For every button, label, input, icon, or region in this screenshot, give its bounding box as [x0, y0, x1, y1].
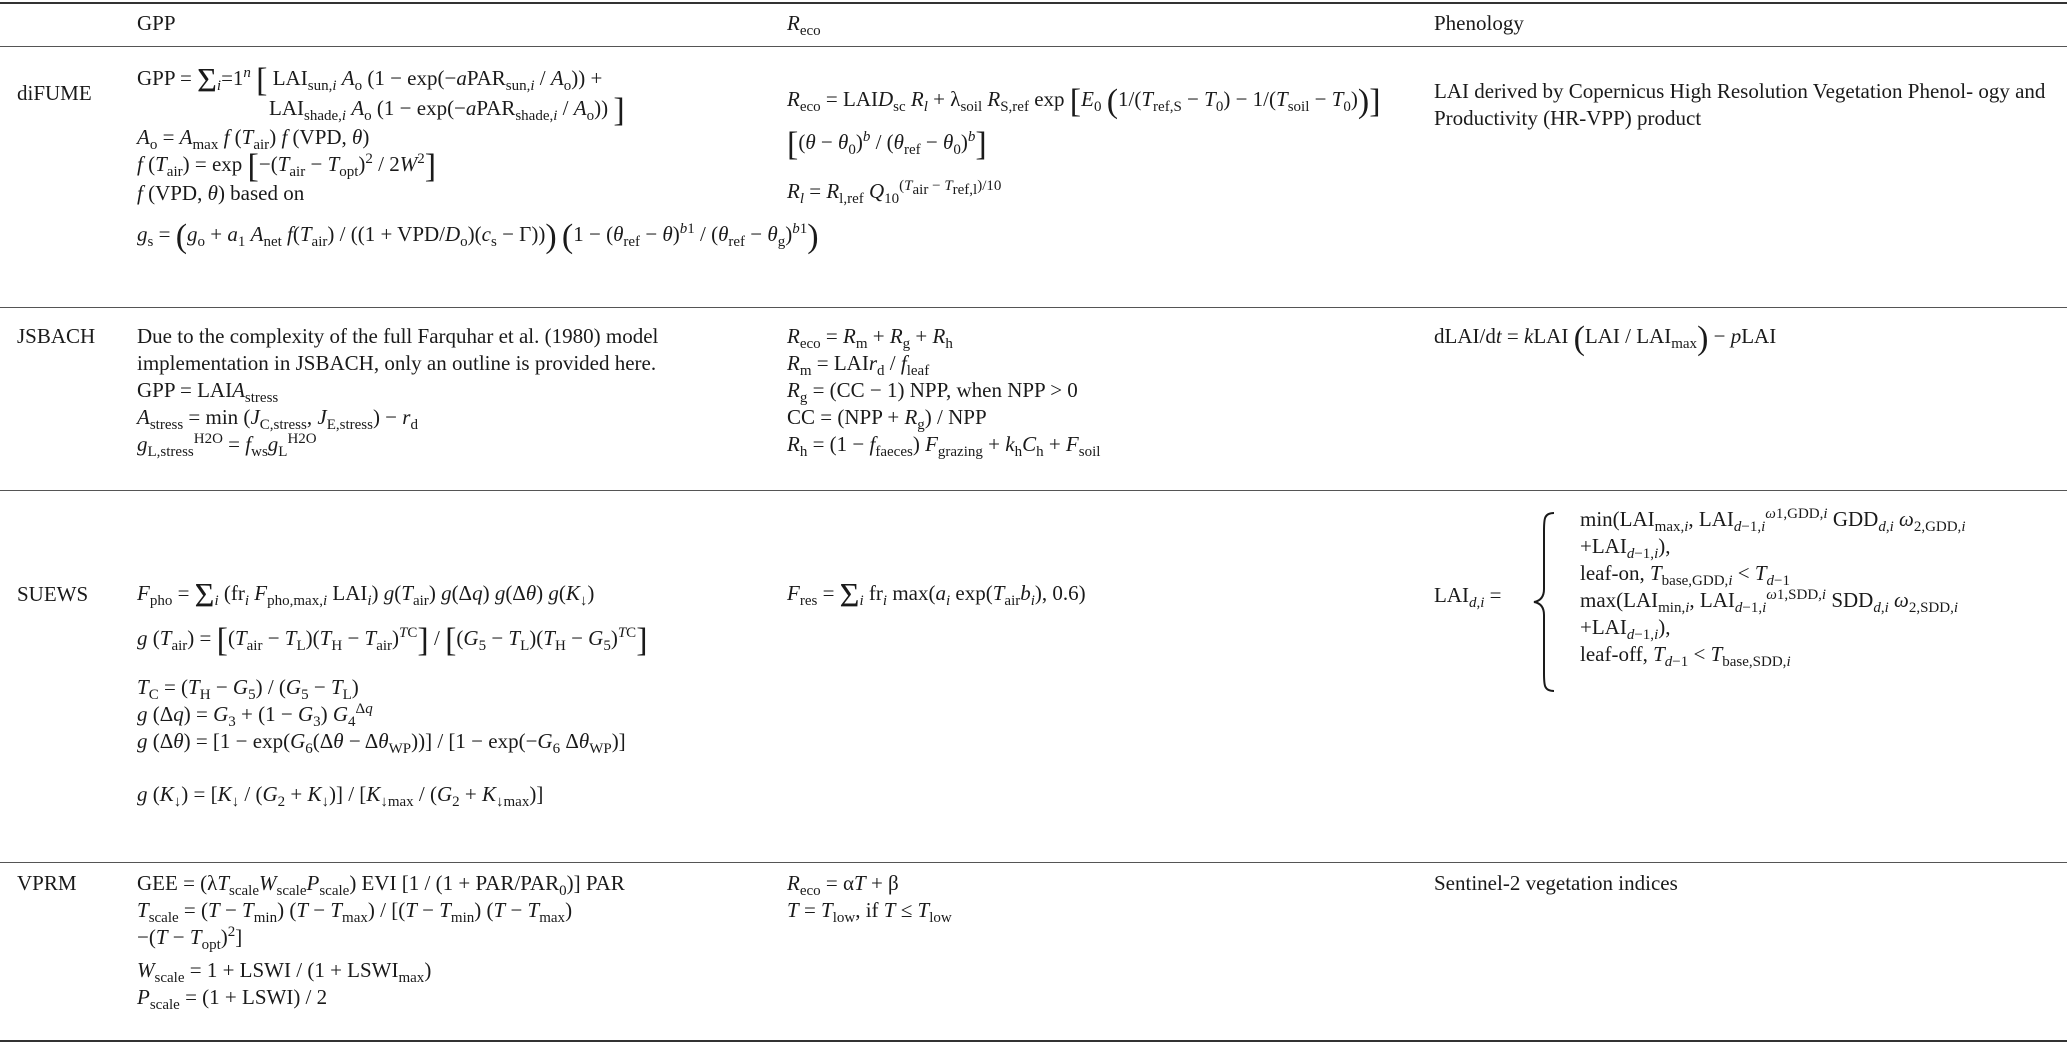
vprm-gpp-equations: GEE = $(\lambda T_{scale}W_{scale}P_{scale})$ EVI [1 / (1 + PAR/$PAR_0$)] PAR $T_{scale} = (T - T_{min}) (T - T_{max}) / [(T - T_{min}) (T - T_{max})$ $-(T - T_{opt})^2$] $W_{scale} = 1$ + LSWI / $(1 + LSWI_{max})$ $P_{scale} = (1$ + LSWI) / 2	[137, 871, 625, 1014]
row-rule-3	[0, 862, 2067, 863]
jsbach-gpp-note-2: implementation in JSBACH, only an outline is provided here.	[137, 351, 657, 375]
jsbach-gpp-note-1: Due to the complexity of the full Farquhar et al. (1980) model	[137, 324, 659, 348]
model-label-difume: diFUME	[17, 81, 92, 105]
top-rule	[0, 2, 2067, 4]
row-rule-2	[0, 490, 2067, 491]
case-brace	[1530, 511, 1560, 693]
model-label-vprm: VPRM	[17, 871, 77, 895]
vprm-reco-equations: $R_{eco} = \alpha T + \beta$ $T = T_{low}$, if $T \le T_{low}$	[787, 871, 952, 927]
jsbach-gpp-equations: Due to the complexity of the full Farquhar et al. (1980) model implementation in JSBACH, only an outline is provided here. GPP = $LAIA_{stress}$ $A_{stress} = \min (J_{C,stress}$, $J_{E,stress}) - r_d$ $g_{L,stress}^{H2O} = f_{ws}g_L^{H2O}$	[137, 323, 777, 458]
suews-phenology-lhs: $LAI_{d,i}$ =	[1434, 583, 1502, 612]
vprm-phenology	[1434, 870, 2054, 897]
header-gpp: GPP	[137, 11, 176, 35]
difume-phenology-text: LAI derived by Copernicus High Resolution Vegetation Phenol- ogy and Productivity (HR-VPP) product	[1434, 79, 2046, 130]
row-rule-1	[0, 307, 2067, 308]
bottom-rule	[0, 1040, 2067, 1042]
jsbach-phenology: dLAI/dt = kLAI $(LAI / LAI_{max})$ − pLAI	[1434, 320, 1777, 357]
suews-gpp-equations: $F_{pho} = \Sigma_i$ ($fr_i$ $F_{pho,max,i}$ $LAI_i$) $g(T_{air})$ g(Δq) g(Δθ) $g(K_↓)$ g $(T_{air}) = [(T_{air} - T_L)(T_H - T_{air})^{TC}] / [(G_5 - T_L)(T_H - G_5)^{TC}]$ $T_C = (T_H - G_5) / (G_5 - T_L)$ g $(\Delta q) = G_3 + (1 - G_3)$ $G_4^{\Delta q}$ g $(\Delta\theta) = [1 - \exp(G_6(\Delta\theta - \Delta\theta_{WP}))] / [1 - \exp(-G_6$ $\Delta\theta_{WP}$)] g $(K_↓) = [K_↓ / (G_2 + K_↓)] / [K_{↓max} / (G_2 + K_{↓max})]$	[137, 577, 648, 811]
model-label-suews: SUEWS	[17, 582, 89, 606]
suews-phenology-cases: $\min(LAI_{max,i}$, $LAI_{d-1,i}^{\omega 1,GDD,i}$ $GDD_{d,i}$ $\omega_{2,GDD,i}$ $+LAI_{d-1,i}$), leaf-on, $T_{base,GDD,i} < T_{d-1}$ $\max(LAI_{min,i}$, $LAI_{d-1,i}^{\omega 1,SDD,i}$ $SDD_{d,i}$ $\omega_{2,SDD,i}$ $+LAI_{d-1,i}$), leaf-off, $T_{d-1} < T_{base,SDD,i}$	[1580, 506, 1966, 671]
difume-reco-equations: $R_{eco}$ = $LAID_{sc}$ $R_l + \lambda_{soil}$ $R_{S,ref}$ $\exp [E_0$ $(1/(T_{ref,S} - T_0) - 1/(T_{soil} - T_0))$] $[(\theta - \theta_0)^b / (\theta_{ref} - \theta_0)^b]$ $R_l = R_{l,ref}$ $Q_{10}^{(T_{air} - T_{ref,l})/10}$	[787, 83, 1381, 208]
header-phenology: Phenology	[1434, 11, 1524, 35]
vprm-phenology-text: Sentinel-2 vegetation indices	[1434, 871, 1678, 895]
header-reco: $R_{eco}$	[787, 11, 821, 40]
header-rule	[0, 46, 2067, 47]
jsbach-reco-equations: $R_{eco} = R_m + R_g + R_h$ $R_m$ = LAIr$_d$ / $f_{leaf}$ $R_g = (CC - 1)$ NPP, when NPP > 0 CC = $(NPP + R_g)$ / NPP $R_h = (1 - f_{faeces}) F_{grazing} + k_hC_h + F_{soil}$	[787, 324, 1101, 461]
suews-reco-equations: $F_{res} = \Sigma_i$ $fr_i$ $\max(a_i$ $\exp(T_{air}b_i)$, 0.6)	[787, 577, 1086, 614]
reco-subscript: eco	[799, 23, 821, 40]
difume-phenology	[1434, 78, 2054, 132]
difume-gpp-equations: GPP = $\Sigma_i=1^n$ [ $LAI_{sun,i}$ $A_o$ (1 − exp(−aPAR$_{sun,i}$ / $A_o$)) + $LAI_{shade,i}$ $A_o$ (1 − exp(−aPAR$_{shade,i}$ / $A_o$)) ] $A_o = A_{max}$ f $(T_{air})$ f (VPD, θ) f $(T_{air}) = \exp [-(T_{air} - T_{opt})^2 / 2W^2]$ f (VPD, θ) based on $g_s = (g_o + a_1$ $A_{net}$ $f(T_{air}) / ((1 + VPD/D_o)(c_s - \Gamma))$) $(1 - (\theta_{ref} - \theta)^{b1} / (\theta_{ref} - \theta_g)^{b1})$	[137, 62, 819, 255]
model-label-jsbach: JSBACH	[17, 324, 96, 348]
